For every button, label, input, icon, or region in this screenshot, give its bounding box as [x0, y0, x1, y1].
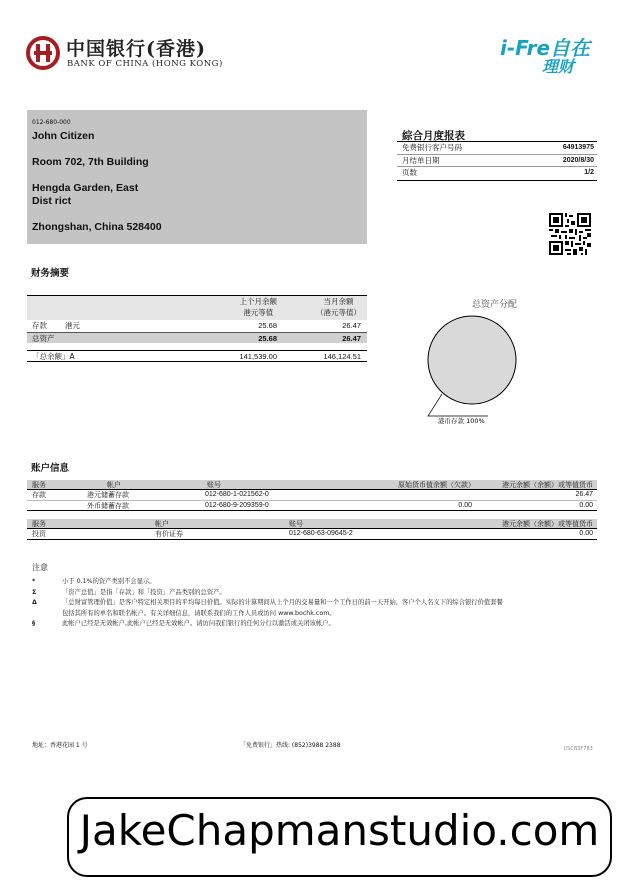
note-item — [32, 598, 592, 609]
cell-account: 港元储蓄存款 — [87, 491, 129, 499]
header-service: 服务 — [32, 481, 46, 489]
table-row — [27, 350, 367, 362]
table-row — [27, 332, 367, 344]
note-text: 此帐户已经是无效帐户,此帐户已经是无效帐户。请访问我们银行的任何分行以激活或关闭该帐户。 — [62, 620, 335, 627]
header-account: 帐户 — [107, 481, 121, 489]
statement-title: 綜合月度报表 — [402, 130, 465, 142]
curr-balance-header-line2: （港元等值） — [316, 307, 361, 317]
row-label: 总资产 — [32, 333, 55, 343]
bank-name-en: BANK OF CHINA (HONG KONG) — [67, 59, 223, 69]
footer-code: I/SCB3F783 — [564, 746, 593, 752]
pie-slice — [428, 316, 516, 404]
notes-title: 注意 — [32, 563, 48, 572]
prev-balance-header-line2: 港元等值 — [243, 307, 274, 317]
statement-label: 月结单日期 — [402, 155, 440, 165]
statement-row — [397, 167, 597, 180]
cell-service: 存款 — [32, 491, 46, 499]
account-table-1 — [27, 480, 597, 511]
statement-row — [397, 155, 597, 168]
note-item — [32, 609, 592, 620]
pie-slice-label: 港币存款 100% — [438, 417, 485, 425]
customer-name: John Citizen — [32, 130, 95, 142]
prev-balance: 141,539.00 — [239, 352, 277, 361]
table-row — [27, 320, 367, 332]
cell-orig-balance: 0.00 — [458, 501, 472, 509]
header-hkd-balance: 港元余额（余额）或等值货币 — [502, 520, 593, 528]
cell-hkd-balance: 26.47 — [575, 491, 593, 498]
table-header — [27, 519, 597, 529]
note-symbol: § — [32, 620, 36, 627]
cell-account: 有价证券 — [155, 530, 183, 538]
financial-summary-title: 财务摘要 — [31, 268, 70, 279]
notes-section — [32, 562, 592, 630]
prev-balance: 25.68 — [258, 321, 277, 330]
cell-account-number: 012-680-63-09645-2 — [289, 530, 353, 537]
table-row — [27, 490, 597, 501]
statement-date: 2020/8/30 — [562, 156, 594, 164]
curr-balance: 146,124.51 — [323, 352, 361, 361]
note-symbol: Σ — [32, 588, 37, 596]
header-orig-balance: 原始货币值余额（欠款） — [398, 481, 475, 489]
ifree-logo-line2: 理财 — [542, 57, 575, 76]
cell-hkd-balance: 0.00 — [579, 501, 593, 509]
cell-account-number: 012-680-9-209359-0 — [205, 501, 269, 509]
header-number: 账号 — [207, 481, 221, 489]
cell-account-number: 012-680-1-021562-0 — [205, 491, 269, 498]
table-row — [27, 529, 597, 540]
prev-balance-header — [240, 297, 278, 318]
cell-service: 投资 — [32, 530, 46, 538]
statement-label: 免费银行客户号码 — [402, 143, 462, 152]
table-row — [27, 501, 597, 512]
header-account: 帐户 — [155, 520, 169, 528]
note-item — [32, 588, 592, 599]
curr-balance-header-line1: 当月余额 — [323, 297, 354, 306]
note-text: 「总财富管理价值」是客户特定相关项目的平均每日价值。实际的计算期间从上个月的交易量和一个工作日的前一天开始，客户个人名义下的综合银行价值套餐 — [62, 599, 503, 606]
row-label: 「总余额」A — [32, 352, 75, 361]
note-symbol: Δ — [32, 599, 37, 606]
footer-address: 地址：香港花园 1 号 — [32, 742, 88, 749]
note-item — [32, 577, 592, 588]
note-text: 包括其所有的单名和联名帐户。有关详细信息，请联系我们的工作人员或访问 www.bochk.com。 — [62, 609, 336, 617]
customer-number: 64913975 — [562, 144, 594, 151]
footer-hotline: 「免费银行」热线: (852)3988 2388 — [240, 742, 341, 749]
prev-balance-header-line1: 上个月余额 — [239, 297, 277, 306]
prev-balance: 25.68 — [258, 333, 277, 343]
watermark-text: JakeChapmanstudio.com — [79, 806, 600, 855]
header-service: 服务 — [32, 520, 46, 528]
address-account-ref: 012-680-000 — [32, 119, 71, 126]
note-symbol: * — [32, 578, 36, 585]
asset-allocation-chart — [420, 310, 530, 430]
address-line-1: Room 702, 7th Building — [32, 156, 149, 168]
header-hkd-balance: 港元余额（余额）或等值货币 — [502, 481, 593, 489]
note-text: 「资产总值」是指「存款」和「投资」产品类别的总资产。 — [62, 588, 226, 596]
note-item — [32, 619, 592, 630]
bank-logo-icon — [26, 36, 60, 70]
address-line-4: Zhongshan, China 528400 — [32, 221, 162, 233]
cell-hkd-balance: 0.00 — [579, 530, 593, 537]
statement-row — [397, 142, 597, 155]
curr-balance: 26.47 — [342, 333, 361, 343]
row-label: 存款 — [32, 321, 47, 330]
header-number: 账号 — [289, 520, 303, 528]
ifree-logo-line1: i-Fre自在 — [500, 36, 591, 60]
financial-summary-table — [27, 295, 367, 362]
page-count: 1/2 — [584, 169, 594, 176]
table-header — [27, 480, 597, 490]
account-table-2 — [27, 519, 597, 540]
cell-account: 外币储蓄存款 — [87, 501, 129, 510]
address-line-3: Dist rict — [32, 195, 72, 207]
address-line-2: Hengda Garden, East — [32, 182, 139, 194]
financial-summary-header — [27, 296, 367, 320]
row-sublabel: 港元 — [65, 321, 80, 330]
account-info-title: 账户信息 — [31, 463, 70, 474]
curr-balance-header — [316, 297, 361, 318]
curr-balance: 26.47 — [342, 321, 361, 330]
statement-info-table — [397, 141, 597, 181]
qr-code-icon — [549, 213, 591, 255]
statement-label: 页数 — [402, 168, 417, 177]
note-text: 小于 0.1%的资产类别不会显示。 — [62, 578, 156, 585]
chart-title: 总资产分配 — [472, 300, 518, 310]
bank-name-cn: 中国银行(香港) — [66, 38, 206, 60]
